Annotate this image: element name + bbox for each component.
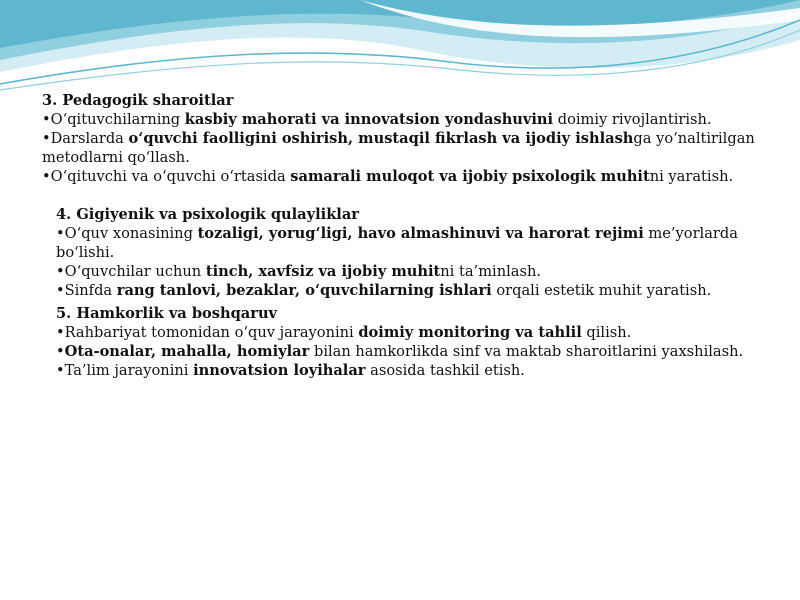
bullet-bold-text: samarali muloqot va ijobiy psixologik muhit [290,168,650,185]
section-heading: 3. Pedagogik sharoitlar [42,92,234,109]
section-hamkorlik-boshqaruv [56,304,786,380]
section-heading: 4. Gigiyenik va psixologik qulayliklar [56,206,359,223]
bullet-text: doimiy rivojlantirish. [553,111,712,128]
bullet-text: •O‘quvchilar uchun [56,263,206,280]
section-gigiyenik-qulayliklar [56,205,756,300]
bullet-item [42,167,762,186]
bullet-text: •Rahbariyat tomonidan o‘quv jarayonini [56,324,359,341]
bullet-text: •O‘quv xonasining [56,225,198,242]
bullet-bold-text: o‘quvchi faolligini oshirish, mustaqil fikrlash va ijodiy ishlash [128,130,634,147]
bullet-text: me’yorlarda bo‘lishi. [56,225,738,261]
bullet-text: qilish. [581,324,632,341]
bullet-bold-text: rang tanlovi, bezaklar, o‘quvchilarning ishlari [116,282,492,299]
bullet-item [56,262,756,281]
bullet-item [42,129,762,167]
bullet-text: orqali estetik muhit yaratish. [491,282,712,299]
bullet-item [56,224,756,262]
bullet-bold-text: tinch, xavfsiz va ijobiy muhit [205,263,441,280]
bullet-text: •Sinfda [56,282,117,299]
section-pedagogik-sharoitlar [42,91,762,186]
bullet-text: bilan hamkorlikda sinf va maktab sharoitlarini yaxshilash. [309,343,744,360]
bullet-text: ga yo‘naltirilgan metodlarni qo‘llash. [42,130,755,166]
section-heading: 5. Hamkorlik va boshqaruv [56,305,278,322]
bullet-item [56,361,786,380]
bullet-text: •O‘qituvchi va o‘quvchi o‘rtasida [42,168,291,185]
bullet-bold-text: doimiy monitoring va tahlil [358,324,582,341]
bullet-text: • [56,343,65,360]
bullet-text: ni ta’minlash. [440,263,541,280]
bullet-bold-text: tozaligi, yorug‘ligi, havo almashinuvi va harorat rejimi [197,225,644,242]
bullet-text: asosida tashkil etish. [365,362,525,379]
bullet-text: ni yaratish. [649,168,734,185]
bullet-bold-text: Ota-onalar, mahalla, homiylar [64,343,310,360]
bullet-item [56,323,786,342]
bullet-text: •Darslarda [42,130,129,147]
bullet-item [56,281,756,300]
bullet-text: •Ta’lim jarayonini [56,362,194,379]
bullet-bold-text: innovatsion loyihalar [193,362,366,379]
bullet-bold-text: kasbiy mahorati va innovatsion yondashuvini [184,111,554,128]
bullet-text: •O‘qituvchilarning [42,111,185,128]
bullet-item [56,342,786,361]
bullet-item [42,110,762,129]
